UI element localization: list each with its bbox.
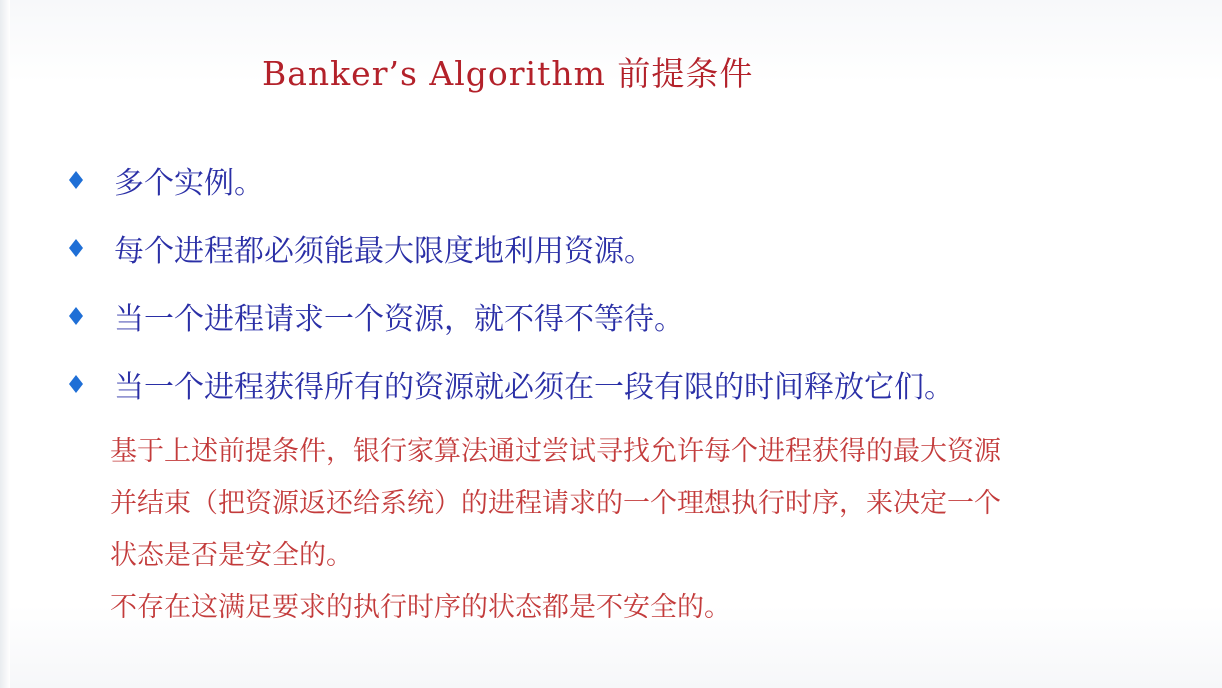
bullet-item — [68, 282, 954, 350]
diamond-bullet-icon — [68, 237, 84, 259]
bullet-text: 当一个进程请求一个资源，就不得不等待。 — [114, 302, 684, 337]
note-line: 基于上述前提条件，银行家算法通过尝试寻找允许每个进程获得的最大资源 — [110, 436, 1001, 467]
bullet-text: 当一个进程获得所有的资源就必须在一段有限的时间释放它们。 — [114, 370, 954, 405]
slide-title: Banker’s Algorithm 前提条件 — [262, 54, 754, 93]
diamond-bullet-icon — [68, 305, 84, 327]
diamond-bullet-icon — [68, 169, 84, 191]
bullet-text: 每个进程都必须能最大限度地利用资源。 — [114, 234, 654, 269]
note-line: 并结束（把资源返还给系统）的进程请求的一个理想执行时序，来决定一个 — [110, 488, 1001, 519]
bullet-item — [68, 214, 954, 282]
note-line: 状态是否是安全的。 — [110, 540, 353, 571]
explanation-note — [110, 426, 1130, 634]
slide-edge-shadow — [0, 0, 10, 688]
bullet-list — [68, 146, 954, 418]
bullet-item — [68, 146, 954, 214]
bullet-item — [68, 350, 954, 418]
note-line: 不存在这满足要求的执行时序的状态都是不安全的。 — [110, 592, 731, 623]
bullet-text: 多个实例。 — [114, 166, 264, 201]
diamond-bullet-icon — [68, 373, 84, 395]
